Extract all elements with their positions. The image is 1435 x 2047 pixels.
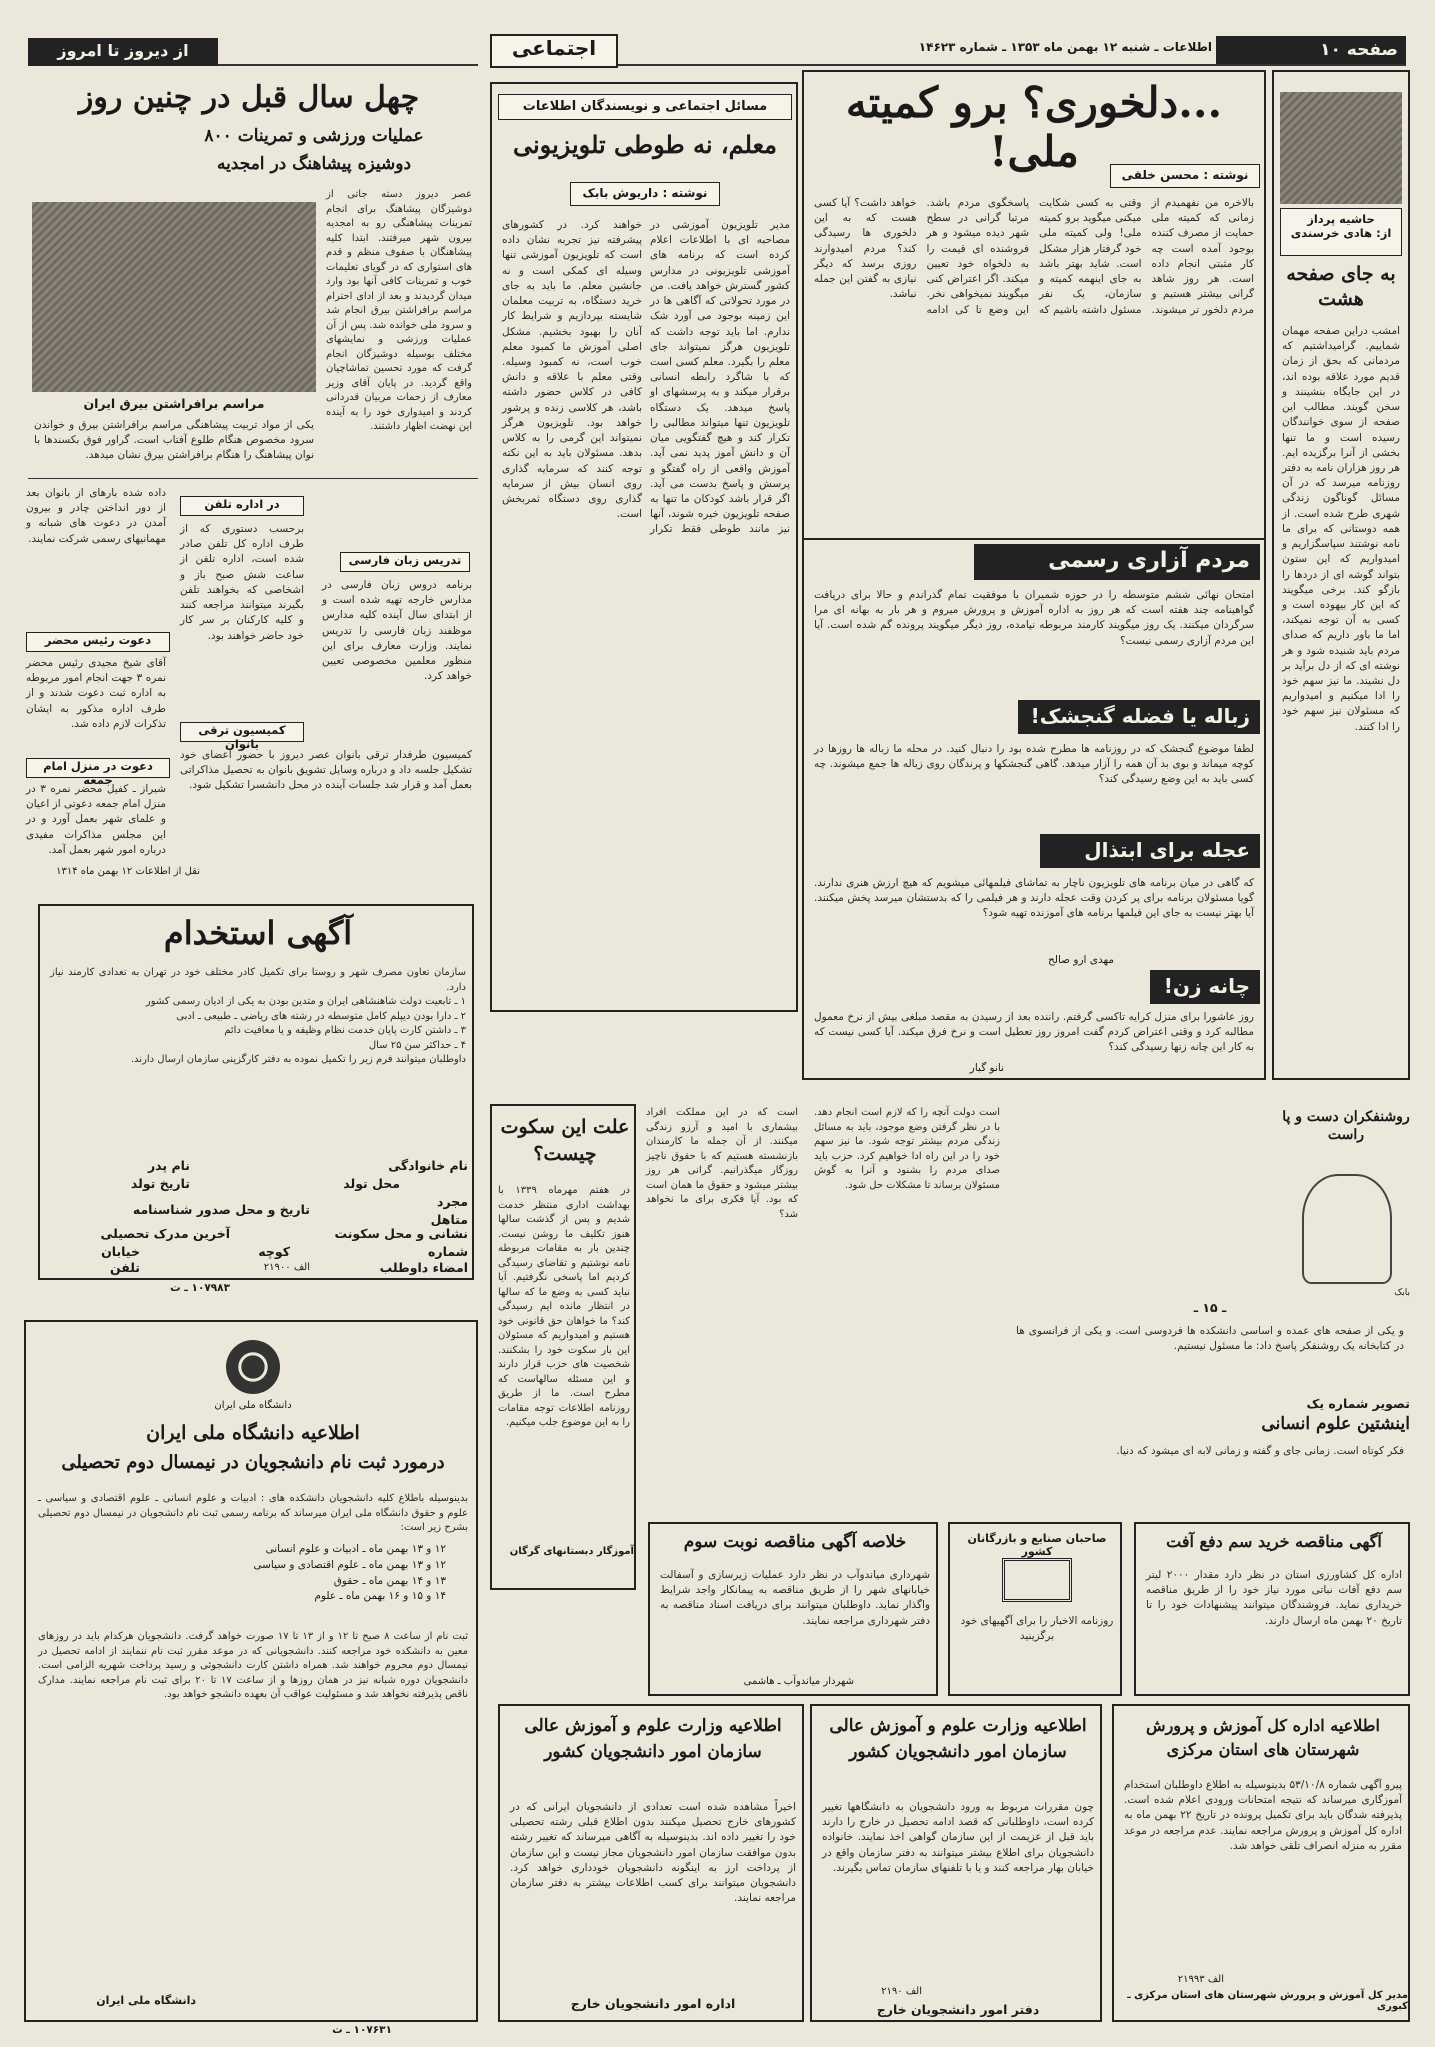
history-column [20, 70, 478, 890]
letter-rush-body: که گاهی در میان برنامه های تلویزیون ناچار به تماشای فیلمهائی میشویم که هیچ ارزش هنری ندارند. گویا مسئولان برنامه برای پر کردن وقت عجله دارند و هر فیلمی را که بدستشان میرسد پخش میکنند. آیا بهتر نیست به جای این فیلمها برنامه های آموزنده تهیه شود؟ [810, 877, 1254, 920]
page-number: صفحه ۱۰ [1320, 40, 1398, 60]
left-section-label: از دیروز تا امروز [28, 38, 218, 66]
university-title-1: اطلاعیه دانشگاه ملی ایران [146, 1422, 360, 1444]
silence-sign: آموزگار دبستانهای گرگان [509, 1546, 634, 1557]
university-schedule [86, 1542, 446, 1622]
edu-notice-3 [1112, 1704, 1410, 2022]
tender-1-title: خلاصه آگهی مناقصه نوبت سوم [683, 1532, 907, 1552]
photo-text: یکی از مواد تربیت پیشاهنگی مراسم برافراشتن بیرق و خواندن سرود مخصوص هنگام طلوع آفتاب است. گراور فوق بکسندها با نوان پیشاهنگ را هنگام برافراشتن بیرق نشان میدهد. [30, 419, 314, 462]
far-left-body: داده شده بارهای از بانوان بعد از دور انداختن چادر و بیرون آمدن در دعوت های شبانه و مهمانیهای رسمی شرکت نمایند. [22, 487, 166, 545]
columnist-photo [1280, 92, 1402, 204]
teacher-body: مدیر تلویزیون آموزشی در مصاحبه ای با اطلاعات اعلام کرده است که برنامه های آموزشی تلویزیونی در مدارس کشور گسترش خواهد یافت. من در مورد تحولاتی که آگاهی ها در این زمینه بوجود می آورد شک ندارم. اما باید توجه داشت که تلویزیون هرگز نمیتواند جای معلم را بگیرد. معلم کسی است که با شاگرد رابطه انسانی برقرار میکند و به پرسشهای او پاسخ میدهد. یک دستگاه تلویزیون تنها میتواند مطالبی را تکرار کند و هیچ گفتگویی میان آن و دانش آموز پدید نمی آید. آموزش واقعی از راه گفتگو و پرسش و پاسخ بدست می آید. اگر قرار باشد کودکان ما تنها به صفحه تلویزیون خیره شوند، آنها نیز مانند طوطی فقط تکرار خواهند کرد. در کشورهای پیشرفته نیز تجربه نشان داده است که تلویزیون آموزشی تنها وسیله ای کمکی است و نه جانشین معلم. ما باید به جای خرید دستگاه، به تربیت معلمان شایسته بپردازیم و شرایط کار آنان را بهبود بخشیم. مشکل اصلی آموزش ما کمبود معلم خوب است، نه کمبود وسیله. وقتی معلم با علاقه و دانش کافی در کلاس حضور داشته باشد، هر کلاسی زنده و پرشور خواهد بود. تلویزیون هرگز نمیتواند این گرمی را به کلاس بدهد. مسئولان باید به این نکته توجه کنند که سرمایه گذاری روی انسان بیش از سرمایه گذاری روی دستگاه ثمربخش است. [498, 219, 790, 536]
university-title-2: درمورد ثبت نام دانشجویان در نیمسال دوم تحصیلی [61, 1452, 445, 1473]
history-date-note: نقل از اطلاعات ۱۲ بهمن ماه ۱۳۱۴ [56, 866, 200, 877]
history-title: چهل سال قبل در چنین روز [78, 80, 420, 115]
box3-title: کمیسیون ترقی بانوان [180, 722, 304, 742]
teacher-article [490, 82, 798, 1012]
edu-notice-2 [810, 1704, 1102, 2022]
silence-body-3: است دولت آنچه را که لازم است انجام دهد. با در نظر گرفتن وضع موجود، باید به مسائل زندگی مردم بیشتر توجه شود. ما نیز سهم خود را در این راه ادا خواهیم کرد. حزب باید صدای مردم را بشنود و آنرا به گوش مسئولان برساند تا مشکلات حل شود. [810, 1107, 1000, 1191]
photo-caption: مراسم برافراشتن بیرق ایران [83, 396, 265, 411]
edu-2-body: چون مقررات مربوط به ورود دانشجویان به دانشگاهها تغییر کرده است، داوطلبانی که قصد ادامه تحصیل در خارج را دارند باید قبل از عزیمت از این سازمان گواهی اخذ نمایند. خانواده دانشجویان برای اطلاع بیشتر میتوانند به دفتر سازمان واقع در خیابان بهار مراجعه کنند و یا با تلفنهای سازمان تماس بگیرند. [818, 1801, 1094, 1874]
field-birth-place: محل تولد [343, 1176, 400, 1191]
reader-letters [802, 540, 1266, 1080]
tender-1-body: شهرداری میاندوآب در نظر دارد عملیات زیرسازی و آسفالت خیابانهای شهر را از طریق مناقصه به پیمانکار واجد شرایط واگذار نماید. داوطلبان میتوانند برای دریافت اسناد مناقصه به دفتر شهرداری مراجعه نمایند. [656, 1569, 930, 1627]
university-code: ۱۰۷۶۳۱ ـ ت [332, 2024, 392, 2036]
university-sign: دانشگاه ملی ایران [96, 1994, 196, 2007]
header-rule [490, 64, 1406, 66]
edu-3-title: اطلاعیه اداره کل آموزش و پرورش شهرستان های استان مرکزی [1146, 1716, 1380, 1759]
portrait-column-body: امشب دراین صفحه مهمان شماییم. گرامیداشتیم که مردمانی که بحق از زمان قدیم مورد علاقه بوده اند، در این جایگاه بنشینند و سخن گویند. مطالب این صفحه از سوی خوانندگان رسیده است و ما تنها بخشی از آنرا برگزیده ایم. هر روز هزاران نامه به دفتر روزنامه میرسد که در آن مسائل گوناگون زندگی شهری طرح شده است. از همه دوستانی که برای ما نامه نوشتند سپاسگزاریم و امیدواریم که این ستون بتواند گوشه ای از دردها را بازگو کند. برخی میگویند که این کار بیهوده است و کسی به آن توجه نمیکند، اما ما باور داریم که صدای مردم باید شنیده شود و هر نوشته ای که از دل برآید بر دل نشیند. ما نیز سهم خود را ادا میکنیم و امیدواریم که مسئولان نیز سهم خود را ادا کنند. [1278, 325, 1400, 733]
main-article-body: بالاخره من نفهمیدم از زمانی که کمیته ملی حمایت از مصرف کننده بوجود آمده است چه کار مثبتی انجام داده است. هر روز شاهد گرانی بیشتر هستیم و مردم دلخور تر میشوند. وقتی به کسی شکایت میکنی میگوید برو کمیته ملی! ولی کمیته ملی خود گرفتار هزار مشکل است. شاید بهتر باشد به جای اینهمه کمیته و سازمان، یک نفر مسئول داشته باشیم که پاسخگوی مردم باشد. مرتبا گرانی در سطح شهر دیده میشود و هر فروشنده ای قیمت را به دلخواه خود تعیین میکند. اگر اعتراض کنی میگویند نمیخواهی نخر. این وضع تا کی ادامه خواهد داشت؟ آیا کسی هست که به این دلخوری ها رسیدگی کند؟ مردم امیدوارند روزی برسد که دیگر نیازی به گفتن این جمله نباشد. [810, 197, 1254, 316]
field-id-date: تاریخ و محل صدور شناسنامه [132, 1202, 310, 1217]
left-header-rule [218, 64, 478, 66]
silence-body-2: است که در این مملکت افراد بیشماری با امید و آرزو زندگی میکنند. از آن جمله ما کارمندان بازنشسته هستیم که با حقوق ناچیز روزگار میگذرانیم. گرانی هر روز بیشتر میشود و حقوق ما همان است که بود. آیا فکری برای ما نخواهد شد؟ [642, 1107, 798, 1220]
tender-2-body: اداره کل کشاورزی استان در نظر دارد مقدار ۲۰۰۰ لیتر سم دفع آفات نباتی مورد نیاز خود را از طریق مناقصه خریداری نماید. فروشندگان میتوانند پیشنهادات خود را تا تاریخ ۲۰ بهمن ماه ارسال دارند. [1142, 1569, 1403, 1627]
main-article-byline: نوشته : محسن خلقی [1110, 164, 1260, 188]
field-phone: تلفن [109, 1260, 140, 1275]
notice-photo-caption: تصویر شماره یک [1306, 1396, 1410, 1411]
section-label: اجتماعی [490, 34, 618, 68]
hiring-title: آگهی استخدام [163, 914, 353, 952]
portrait-caption: حاشیه پرداز از: هادی خرسندی [1280, 208, 1402, 256]
letter-rush-sign: مهدی ارو صالح [1047, 954, 1114, 966]
cartoon-drawing-icon [1302, 1174, 1392, 1284]
cartoon-caption: روشنفکران دست و پا راست [1282, 1109, 1410, 1144]
newspaper-ad-title: صاحبان صنایع و بازرگانان کشور [967, 1532, 1107, 1558]
edu-1-body: اخیراً مشاهده شده است تعدادی از دانشجویان ایرانی که در کشورهای خارج تحصیل میکنند بدون اطلاع قبلی رشته تحصیلی خود را تغییر داده اند. بدینوسیله به آگاهی میرساند که تغییر رشته بدون موافقت سازمان امور دانشجویان مجاز نیست و این سازمان از پرداخت ارز به اینگونه دانشجویان خودداری خواهد کرد. دانشجویان میتوانند برای کسب اطلاعات بیشتر به دفتر سازمان مراجعه نمایند. [506, 1801, 796, 1905]
edu-3-code: الف ۲۱۹۹۳ [1177, 1974, 1224, 1985]
field-single: مجرد [437, 1194, 468, 1209]
teacher-byline: نوشته : داریوش بابک [570, 182, 720, 206]
portrait-column-title: به جای صفحه هشت [1286, 263, 1396, 310]
edu-notice-1 [498, 1704, 804, 2022]
box3-body: کمیسیون طرفدار ترقی بانوان عصر دیروز با حضور اعضای خود تشکیل جلسه داد و درباره وسایل تشویق بانوان به تحصیل مذاکراتی بعمل آمد و قرار شد جلسات آینده در محل دانشسرا تشکیل شود. [176, 749, 472, 792]
scouts-photo [32, 202, 316, 392]
page-header-strip [1216, 36, 1406, 66]
notice-photo-body: فکر کوتاه است. زمانی جای و گفته و زمانی لابه ای میشود که دنیا. [1116, 1445, 1404, 1457]
cartoon-sign: بابک [1394, 1288, 1410, 1298]
teacher-headline: معلم، نه طوطی تلویزیونی [512, 130, 778, 159]
history-rule [28, 478, 478, 479]
university-body-2: ثبت نام از ساعت ۸ صبح تا ۱۲ و از ۱۳ تا ۱۷ صورت خواهد گرفت. دانشجویان هرکدام باید در روزهای معین به دانشکده خود مراجعه کنند. دانشجویانی که در موعد مقرر ثبت نام ننمایند از ادامه تحصیل در نیمسال دوم محروم خواهند شد. همراه داشتن کارت دانشجوئی و رسید پرداخت شهریه الزامی است. دانشجویان دوره شبانه نیز در همان روزها و از ساعت ۱۷ تا ۲۰ برای ثبت نام مراجعه نمایند. مدارک ناقص پذیرفته نخواهد شد و مسئولیت عواقب آن بعهده دانشجو خواهد بود. [34, 1631, 468, 1700]
newspaper-logo-icon [1002, 1558, 1072, 1602]
silence-headline: علت این سکوت چیست؟ [500, 1116, 630, 1165]
letter-trash-body: لطفا موضوع گنجشک که در روزنامه ها مطرح شده بود را دنبال کنید. در محله ما زباله ها روزها در کوچه میماند و بوی بد آن همه را آزار میدهد. گاهی گنجشکها و پرندگان روی زباله ها جمع میشوند. چه کسی باید به این وضع رسیدگی کند؟ [810, 743, 1254, 786]
hiring-code-left: ۱۰۷۹۸۳ ـ ت [170, 1282, 230, 1294]
history-subtitle-1: عملیات ورزشی و تمرینات ۸۰۰ [204, 126, 424, 146]
box4-body: آقای شیخ مجیدی رئیس محضر نمره ۳ جهت انجام امور مربوطه به اداره ثبت دعوت شدند و از طرف اداره مذکور به ایشان تذکرات لازم داده شد. [22, 657, 166, 730]
dateline: اطلاعات ـ شنبه ۱۲ بهمن ماه ۱۳۵۳ ـ شماره ۱۴۶۲۳ [918, 40, 1212, 54]
box5-title: دعوت در منزل امام جمعه [26, 758, 170, 778]
university-notice [24, 1320, 478, 2022]
edu-1-sign: اداره امور دانشجویان خارج [570, 1996, 736, 2011]
letter-haggle-sign: نانو گبار [969, 1062, 1004, 1074]
newspaper-ad [948, 1522, 1122, 1696]
main-article-headline: ...دلخوری؟ برو کمیته ملی! [845, 78, 1223, 176]
edu-2-code: الف ۲۱۹۰ [881, 1986, 922, 1997]
box1-body: برحسب دستوری که از طرف اداره کل تلفن صادر شده است، اداره تلفن از ساعت شش صبح باز و اشخاصی که بخواهند تلفن بگیرند میتوانند مراجعه کنند و کلیه کارکنان بر سر کار خود حاضر خواهند بود. [176, 523, 304, 642]
letter-trash-head: زباله یا فضله گنجشک! [1018, 700, 1260, 734]
hiring-ad [38, 904, 474, 1280]
tender-2 [1134, 1522, 1410, 1696]
portrait-column [1272, 70, 1410, 1080]
field-father: نام پدر [147, 1158, 190, 1173]
box2-body: برنامه دروس زبان فارسی در مدارس خارجه تهیه شده است و از ابتدای سال آینده کلیه مدارس موظفند زبان فارسی را تدریس نمایند. وزارت معارف برای این منظور معلمین مخصوصی تعیین خواهد کرد. [318, 579, 472, 683]
tender-1 [648, 1522, 938, 1696]
letter-gov-head: مردم آزاری رسمی [974, 544, 1260, 580]
box4-title: دعوت رئیس محضر [26, 632, 170, 652]
letter-rush-head: عجله برای ابتذال [1040, 834, 1260, 868]
notice-title: اینشتین علوم انسانی [1261, 1414, 1410, 1434]
hiring-code-right: الف ۲۱۹۰۰ [263, 1262, 310, 1273]
university-logo-icon [226, 1340, 280, 1394]
university-body: بدینوسیله باطلاع کلیه دانشجویان دانشکده های : ادبیات و علوم انسانی ـ علوم اقتصادی و سیاسی ـ علوم و حقوق دانشگاه ملی ایران میرساند که برنامه رسمی ثبت نام دانشجویان در نیمسال دوم تحصیلی بشرح زیر است: [34, 1493, 468, 1533]
field-street: خیابان [101, 1244, 140, 1259]
tender-1-sign: شهردار میاندوآب ـ هاشمی [743, 1676, 854, 1687]
tender-2-title: آگهی مناقصه خرید سم دفع آفت [1166, 1532, 1382, 1551]
field-family: نام خانوادگی [388, 1158, 468, 1173]
field-alley: کوچه [258, 1244, 290, 1259]
schedule-item: ۱۴ و ۱۵ و ۱۶ بهمن ماه ـ علوم [314, 1590, 446, 1603]
edu-2-title: اطلاعیه وزارت علوم و آموزش عالی سازمان امور دانشجویان کشور [829, 1716, 1087, 1762]
box2-title: تدریس زبان فارسی [340, 552, 470, 572]
hiring-body: سازمان تعاون مصرف شهر و روستا برای تکمیل کادر مختلف خود در تهران به تعدادی کارمند نیاز دارد. ۱ ـ تابعیت دولت شاهنشاهی ایران و متدین بودن به یکی از ادیان رسمی کشور ۲ ـ دارا بودن دیپلم کامل متوسطه در رشته های ریاضی ـ طبیعی ـ ادبی ۳ ـ داشتن کارت پایان خدمت نظام وظیفه و یا معافیت دائم ۴ ـ حداکثر سن ۲۵ سال داوطلبان میتوانند فرم زیر را تکمیل نموده به دفتر کارگزینی سازمان ارسال دارند. [50, 967, 466, 1065]
schedule-item: ۱۳ و ۱۴ بهمن ماه ـ حقوق [333, 1574, 446, 1587]
field-signature: امضاء داوطلب [379, 1260, 468, 1275]
small-notice [1010, 1300, 1410, 1520]
history-article-body: عصر دیروز دسته جاتی از دوشیزگان پیشاهنگ برای انجام تمرینات پیشاهنگی رو به امجدیه بیرون شهر میرفتند. ابتدا کلیه پیشاهنگان با صفوف منظم و قدم های استواری که در گویای تعلیمات خوب و تمرینات کافی آنها بود وارد میدان گردیدند و بعد از ادای احترام مراسم برافراشتن بیرق انجام شد و سرود ملی خوانده شد. پس از آن عملیات ورزشی و نمایشهای مختلف بوسیله دوشیزگان انجام گرفت که مورد تحسین تماشاچیان واقع گردید. در پایان آقای وزیر معارف از زحمات مربیان قدردانی کردند و امیدواری خود را به آینده این نهضت اظهار داشتند. [322, 189, 472, 432]
field-birth-date: تاریخ تولد [130, 1176, 190, 1191]
silence-body: در هفتم مهرماه ۱۳۳۹ با بهداشت اداری منتظر خدمت شدیم و پس از گذشت سالها هنوز تکلیف ما روشن نیست. چندین بار به مقامات مربوطه نامه نوشتیم و تقاضای رسیدگی کردیم اما پاسخی نگرفتیم. آیا نباید کسی به وضع ما که سالها در انتظار مانده ایم رسیدگی کند؟ ما خواهان حق قانونی خود هستیم و امیدواریم که مسئولان این بار سکوت خود را بشکنند. شخصیت های حزب قرار دارند و این مسئله سالهاست که مطرح است. ما از طریق روزنامه اطلاعات توجه مقامات را به این موضوع جلب میکنیم. [494, 1185, 630, 1428]
university-logo-text: دانشگاه ملی ایران [214, 1400, 292, 1411]
edu-2-sign: دفتر امور دانشجویان خارج [876, 2002, 1040, 2017]
field-education: آخرین مدرک تحصیلی [100, 1226, 230, 1241]
teacher-header-box: مسائل اجتماعی و نویسندگان اطلاعات [498, 94, 792, 120]
schedule-item: ۱۲ و ۱۳ بهمن ماه ـ علوم اقتصادی و سیاسی [253, 1558, 446, 1571]
main-article [802, 70, 1266, 540]
letter-haggle-body: روز عاشورا برای منزل کرایه تاکسی گرفتم. راننده بعد از رسیدن به مقصد مبلغی بیش از نرخ معمول مطالبه کرد و وقتی اعتراض کردم گفت امروز روز تعطیل است و نرخ فرق میکند. آیا کسی نیست که به کار این چانه زنها رسیدگی کند؟ [810, 1011, 1254, 1054]
notice-number: ـ ۱۵ ـ [1193, 1300, 1227, 1315]
edu-1-title: اطلاعیه وزارت علوم و آموزش عالی سازمان امور دانشجویان کشور [524, 1716, 782, 1762]
field-married: متاهل [430, 1212, 468, 1227]
schedule-item: ۱۲ و ۱۳ بهمن ماه ـ ادبیات و علوم انسانی [265, 1543, 446, 1555]
box5-body: شیراز ـ کفیل محضر نمره ۳ در منزل امام جمعه دعوتی از اعیان و علمای شهر بعمل آورد و در این مجلس مذاکرات مفیدی درباره امور شهر بعمل آمد. [22, 783, 167, 856]
field-address: نشانی و محل سکونت [334, 1226, 468, 1241]
cartoon [1282, 1104, 1410, 1304]
edu-3-sign: مدیر کل آموزش و پرورش شهرستان های استان مرکزی ـ کبوری [1127, 1990, 1408, 2012]
history-subtitle-2: دوشیزه پیشاهنگ در امجدیه [216, 154, 412, 174]
silence-article [490, 1104, 636, 1590]
notice-body: و یکی از صفحه های عمده و اساسی دانشکده ها فردوسی است. و یکی از فرانسوی ها در کتابخانه یک روشنفکر پاسخ داد: ما مسئول نیستیم. [1012, 1325, 1404, 1353]
letter-haggle-head: چانه زن! [1150, 970, 1260, 1004]
box1-title: در اداره تلفن [180, 496, 304, 516]
newspaper-ad-body: روزنامه الاخبار را برای آگهیهای خود برگزینید [957, 1615, 1114, 1643]
edu-3-body: پیرو آگهی شماره ۵۳/۱۰/۸ بدینوسیله به اطلاع داوطلبان استخدام آموزگاری میرساند که نتیجه امتحانات ورودی اعلام شده است. پذیرفته شدگان باید برای تکمیل پرونده در تاریخ ۲۲ بهمن ماه به اداره کل آموزش و پرورش مراجعه نمایند. عدم مراجعه در موعد مقرر به منزله انصراف تلقی خواهد شد. [1120, 1779, 1402, 1852]
letter-gov-body: امتحان نهائی ششم متوسطه را در حوزه شمیران با موفقیت تمام گذراندم و حالا برای دریافت گواهینامه چند هفته است که هر روز به اداره آموزش و پرورش میروم و هر بار به بهانه ای مرا سرگردان میکنند. یک روز میگویند کارمند مربوطه نیامده، روز دیگر میگویند پرونده گم شده است. آیا این مردم آزاری رسمی نیست؟ [810, 589, 1254, 647]
field-number: شماره [428, 1244, 468, 1259]
